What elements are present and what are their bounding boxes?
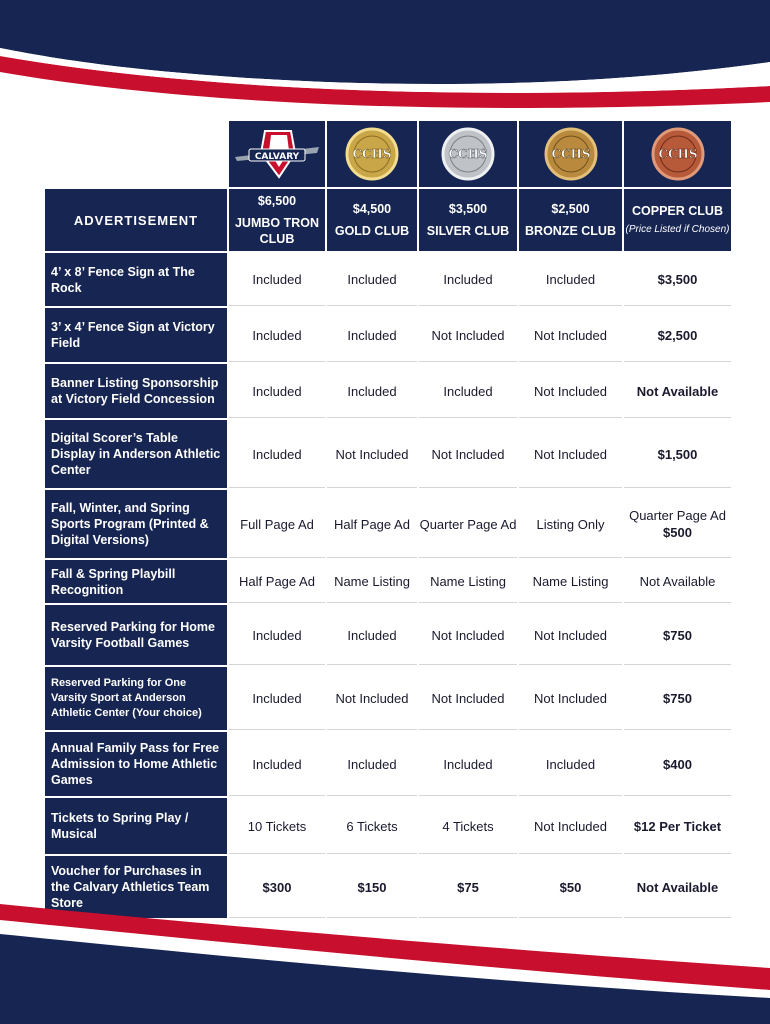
gold-club-logo-cell: [327, 121, 417, 187]
table-cell: $1,500: [624, 420, 731, 488]
tier-price: $3,500: [448, 202, 488, 216]
table-cell: Included: [419, 364, 517, 418]
table-cell: Not Available: [624, 560, 731, 603]
row-label: Digital Scorer’s Table Display in Anderson Athletic Center: [45, 420, 227, 488]
table-cell: Included: [229, 667, 325, 730]
row-label: Tickets to Spring Play / Musical: [45, 798, 227, 854]
table-cell: Included: [327, 253, 417, 306]
table-cell: Not Included: [519, 420, 622, 488]
table-cell: Included: [229, 605, 325, 665]
table-cell: Not Available: [624, 856, 731, 918]
table-cell: Included: [229, 253, 325, 306]
table-cell: Included: [519, 732, 622, 796]
bronze-club-logo-cell: [519, 121, 622, 187]
bronze-coin-text: CCHS: [550, 147, 591, 161]
row-label: Reserved Parking for Home Varsity Football Games: [45, 605, 227, 665]
advertisement-header: ADVERTISEMENT: [45, 189, 227, 251]
table-cell: Included: [419, 732, 517, 796]
silver-club-coin-icon: [433, 126, 503, 182]
gold-coin-text: CCHS: [352, 147, 392, 161]
table-cell: $50: [519, 856, 622, 918]
row-label: Voucher for Purchases in the Calvary Athletics Team Store: [45, 856, 227, 918]
row-label: 4’ x 8’ Fence Sign at The Rock: [45, 253, 227, 306]
table-cell: $2,500: [624, 308, 731, 362]
tier-price: $6,500: [257, 194, 297, 208]
bronze-club-coin-icon: [536, 126, 606, 182]
tier-price: $2,500: [551, 202, 590, 216]
table-cell: Included: [327, 308, 417, 362]
copper-coin-text: CCHS: [657, 147, 698, 161]
table-cell: Not Included: [327, 420, 417, 488]
table-cell: Included: [519, 253, 622, 306]
table-cell: Included: [229, 732, 325, 796]
table-cell: Included: [327, 364, 417, 418]
table-cell: Not Included: [419, 420, 517, 488]
gold-club-coin-icon: [337, 126, 407, 182]
table-cell: $3,500: [624, 253, 731, 306]
cell-line: Quarter Page Ad: [629, 508, 726, 523]
top-swoosh-banner: [0, 0, 770, 120]
silver-coin-text: CCHS: [448, 147, 488, 161]
table-cell: Not Included: [519, 667, 622, 730]
cell-price: $500: [663, 525, 692, 540]
table-cell: $75: [419, 856, 517, 918]
table-cell: $750: [624, 667, 731, 730]
table-cell: [624, 490, 731, 558]
tier-name: BRONZE CLUB: [525, 224, 616, 238]
table-cell: Quarter Page Ad: [419, 490, 517, 558]
tier-name: JUMBO TRON CLUB: [234, 216, 320, 246]
tier-name: SILVER CLUB: [426, 224, 510, 238]
partnership-options-table: [45, 121, 730, 910]
calvary-logo-text: CALVARY: [254, 152, 300, 162]
table-cell: Not Available: [624, 364, 731, 418]
table-cell: Included: [327, 605, 417, 665]
table-corner-blank: [45, 121, 227, 187]
table-cell: Half Page Ad: [327, 490, 417, 558]
tier-header-copper: [624, 189, 731, 251]
calvary-knight-logo-icon: [231, 127, 323, 181]
tier-header-gold: [327, 189, 417, 251]
jumbotron-club-logo-cell: [229, 121, 325, 187]
table-cell: Not Included: [419, 667, 517, 730]
tier-name: COPPER CLUB: [632, 203, 723, 218]
table-cell: Not Included: [519, 605, 622, 665]
bottom-swoosh-banner: [0, 894, 770, 1024]
table-cell: $12 Per Ticket: [624, 798, 731, 854]
table-cell: $750: [624, 605, 731, 665]
table-cell: $400: [624, 732, 731, 796]
table-cell: Half Page Ad: [229, 560, 325, 603]
table-cell: $300: [229, 856, 325, 918]
table-cell: 4 Tickets: [419, 798, 517, 854]
table-cell: Not Included: [519, 798, 622, 854]
table-cell: Not Included: [419, 605, 517, 665]
tier-header-silver: [419, 189, 517, 251]
table-cell: Included: [229, 308, 325, 362]
table-cell: Not Included: [519, 308, 622, 362]
table-cell: Listing Only: [519, 490, 622, 558]
tier-header-jumbotron: [229, 189, 325, 251]
table-cell: Included: [229, 420, 325, 488]
silver-club-logo-cell: [419, 121, 517, 187]
tier-note: (Price Listed if Chosen): [625, 223, 730, 235]
table-cell: 10 Tickets: [229, 798, 325, 854]
table-cell: Name Listing: [327, 560, 417, 603]
table-cell: $150: [327, 856, 417, 918]
table-cell: Not Included: [519, 364, 622, 418]
row-label: Fall & Spring Playbill Recognition: [45, 560, 227, 603]
tier-name: GOLD CLUB: [334, 224, 410, 238]
table-cell: Not Included: [327, 667, 417, 730]
tier-price: $4,500: [352, 202, 392, 216]
table-cell: 6 Tickets: [327, 798, 417, 854]
row-label: 3’ x 4’ Fence Sign at Victory Field: [45, 308, 227, 362]
row-label: Annual Family Pass for Free Admission to Home Athletic Games: [45, 732, 227, 796]
table-cell: Included: [419, 253, 517, 306]
table-cell: Included: [327, 732, 417, 796]
row-label: Banner Listing Sponsorship at Victory Field Concession: [45, 364, 227, 418]
copper-club-logo-cell: [624, 121, 731, 187]
row-label: Fall, Winter, and Spring Sports Program (Printed & Digital Versions): [45, 490, 227, 558]
table-cell: Name Listing: [519, 560, 622, 603]
table-cell: Name Listing: [419, 560, 517, 603]
table-cell: Full Page Ad: [229, 490, 325, 558]
tier-header-bronze: [519, 189, 622, 251]
table-cell: Not Included: [419, 308, 517, 362]
row-label: Reserved Parking for One Varsity Sport at Anderson Athletic Center (Your choice): [45, 667, 227, 730]
table-cell: Included: [229, 364, 325, 418]
copper-club-coin-icon: [643, 126, 713, 182]
